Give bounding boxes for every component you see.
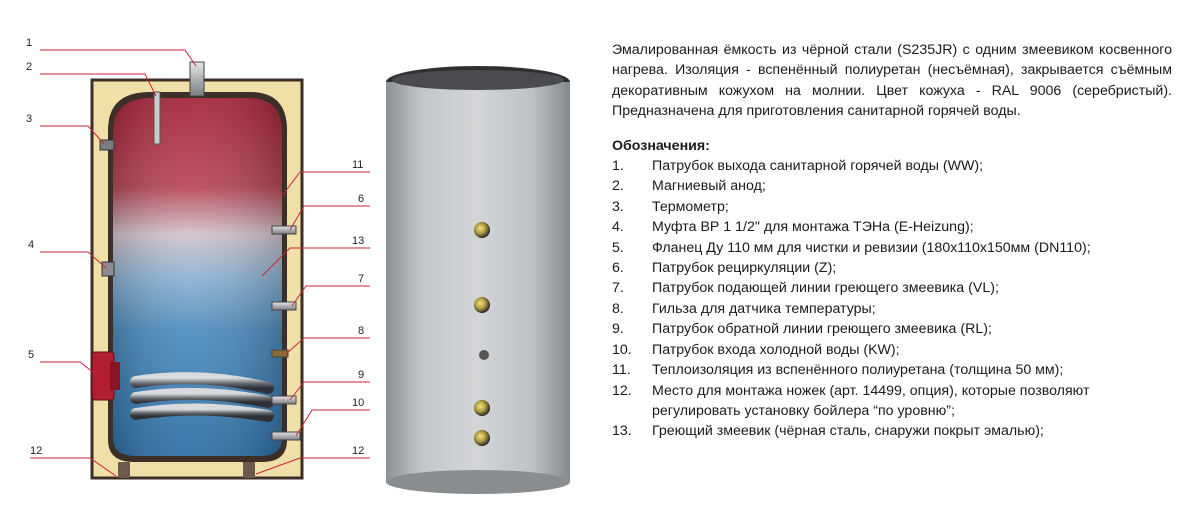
- list-item: 3. Термометр;: [612, 198, 729, 215]
- description-panel: [612, 40, 1172, 442]
- port-upper: [474, 222, 490, 238]
- callout-13: 13: [352, 235, 365, 247]
- foot-right: [243, 462, 255, 478]
- list-item: 7. Патрубок подающей линии греющего змеевика (VL);: [612, 280, 999, 297]
- callout-1: 1: [26, 37, 33, 49]
- legend-heading: Обозначения:: [612, 137, 710, 154]
- list-item: 10. Патрубок входа холодной воды (KW);: [612, 341, 900, 358]
- list-item: 5. Фланец Ду 110 мм для чистки и ревизии (180x110x150мм (DN110);: [612, 239, 1091, 256]
- list-item: 8. Гильза для датчика температуры;: [612, 300, 876, 317]
- boiler-cutaway-diagram: [0, 0, 370, 509]
- list-item: 9. Патрубок обратной линии греющего змеевика (RL);: [612, 321, 992, 338]
- list-item: 2. Магниевый анод;: [612, 178, 766, 195]
- hot-water-outlet: [190, 62, 204, 96]
- callout-7: 7: [358, 273, 365, 285]
- callout-11: 11: [352, 159, 364, 171]
- list-item: 11. Теплоизоляция из вспенённого полиуретана (толщина 50 мм);: [612, 362, 1064, 379]
- list-item: 12. Место для монтажа ножек (арт. 14499, опция), которые позволяют регулировать установку бойлера “по уровню”;: [612, 382, 1090, 419]
- sensor-port: [479, 350, 489, 360]
- callout-9: 9: [358, 369, 365, 381]
- callout-5: 5: [28, 349, 35, 361]
- callout-8: 8: [358, 325, 365, 337]
- intro-paragraph: Эмалированная ёмкость из чёрной стали (S235JR) с одним змеевиком косвенного нагрева. Изоляция - вспенённый полиуретан (несъёмная), закрывается съёмным декоративным кожухом на молнии. Цвет кожуха - RAL 9006 (серебристый). Предназначена для приготовления санитарной горячей воды.: [612, 42, 1172, 120]
- port-lower-2: [474, 430, 490, 446]
- foot-left: [118, 462, 130, 478]
- callout-12-left: 12: [30, 445, 43, 457]
- cold-water-inlet: [272, 432, 300, 440]
- magnesium-anode: [154, 92, 160, 144]
- port-middle: [474, 297, 490, 313]
- recirculation-pipe: [272, 226, 296, 234]
- callout-4: 4: [28, 239, 35, 251]
- list-item: 13. Греющий змеевик (чёрная сталь, снаружи покрыт эмалью);: [612, 423, 1044, 440]
- heater-socket: [102, 262, 114, 276]
- legend-list: [612, 156, 1172, 442]
- list-item: 4. Муфта ВР 1 1/2" для монтажа ТЭНа (E-Heizung);: [612, 219, 974, 236]
- callout-10: 10: [352, 397, 365, 409]
- boiler-exterior-image: [378, 60, 578, 500]
- casing-body: [386, 82, 570, 482]
- sensor-sleeve: [272, 350, 288, 357]
- callout-6: 6: [358, 193, 365, 205]
- list-item: 1. Патрубок выхода санитарной горячей воды (WW);: [612, 158, 984, 175]
- callout-12-right: 12: [352, 445, 365, 457]
- port-lower-1: [474, 400, 490, 416]
- list-item: 6. Патрубок рециркуляции (Z);: [612, 260, 837, 277]
- callout-3: 3: [26, 113, 33, 125]
- callout-2: 2: [26, 61, 33, 73]
